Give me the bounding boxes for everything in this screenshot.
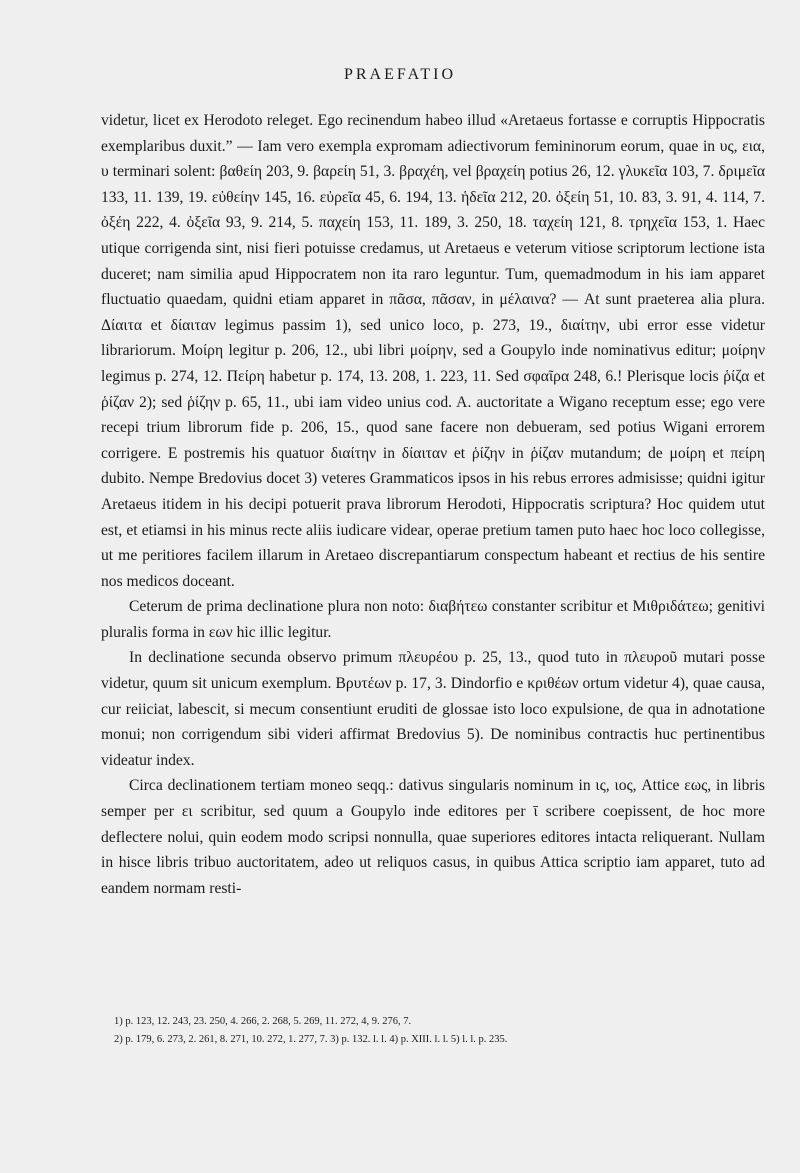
running-head: PRAEFATIO xyxy=(343,66,457,83)
paragraph-2: Ceterum de prima declinatione plura non noto: διαβήτεω constanter scribitur et Μιθριδάτεω; genitivi pluralis forma in εων hic illic legitur. xyxy=(101,598,765,641)
paragraph-1: videtur, licet ex Herodoto releget. Ego recinendum habeo illud «Aretaeus fortasse e corruptis Hippocratis exemplaribus duxit.” — Iam vero exempla expromam adiectivorum femininorum eorum, quae in υς, εια, υ terminari solent: βαθείη 203, 9. βαρείη 51, 3. βραχέη, vel βραχείη potius 26, 12. γλυκεῖα 103, 7. δριμεῖα 133, 11. 139, 19. εὐθείην 145, 16. εὐρεῖα 45, 6. 194, 13. ἡδεῖα 212, 20. ὀξείη 51, 10. 83, 3. 91, 4. 114, 7. ὀξέη 222, 4. ὀξεῖα 93, 9. 214, 5. παχείη 153, 11. 189, 3. 250, 18. ταχείη 121, 8. τρηχεῖα 153, 1. Haec utique corrigenda sint, nisi fieri potuisse credamus, ut Aretaeus e veterum vitiose scriptorum lectione ista duceret; nam similia apud Hippocratem non ita raro leguntur. Tum, quemadmodum in his iam apparet fluctuatio quaedam, quidni etiam apparet in πᾶσα, πᾶσαν, in μέλαινα? — At sunt praeterea alia plura. Δίαιτα et δίαιταν legimus passim 1), sed unico loco, p. 273, 19., διαίτην, ubi error esse videtur librariorum. Μοίρη legitur p. 206, 12., ubi libri μοίρην, sed a Goupylo inde nominativus editur; μοίρην legimus p. 274, 12. Πείρη habetur p. 174, 13. 208, 1. 223, 11. Sed σφαῖρα 248, 6.! Plerisque locis ῥίζα et ῥίζαν 2); sed ῥίζην p. 65, 11., ubi iam video unius cod. A. auctoritate a Wigano receptum esse; ego vere recepi trium librorum fide p. 206, 15., quod sane facere non debueram, sed potius Wigani errorem corrigere. E postremis his quatuor διαίτην in δίαιταν et ῥίζην in ῥίζαν mutandum; de μοίρη et πείρη dubito. Nempe Bredovius docet 3) veteres Grammaticos ipsos in his rebus errores admisisse; quidni igitur Aretaeus itidem in his decipi potuerit prava librorum Herodoti, Hippocratis scriptura? Hoc quidem utut est, et etiamsi in his minus recte aliis iudicare videar, operae pretium tamen puto haec hoc loco collegisse, ut me peritiores facilem illarum in Aretaeo discrepantiarum conspectum habeant et rectius de his sentire nos medicos doceant. xyxy=(101,112,765,590)
paragraph-4: Circa declinationem tertiam moneo seqq.: dativus singularis nominum in ις, ιος, Attice εως, in libris semper per ει scribitur, sed quum a Goupylo inde editores per ῑ scribere coepissent, de hoc more deflectere nolui, quin eodem modo scripsi nonnulla, quae superiores editores intacta reliquerant. Nullam in hisce libris tribuo auctoritatem, adeo ut reliquos casus, in quibus Attica scriptio iam apparet, tuto ad eandem normam resti- xyxy=(101,777,765,897)
paragraph-3: In declinatione secunda observo primum πλευρέου p. 25, 13., quod tuto in πλευροῦ mutari posse videtur, quum sit unicum exemplum. Βρυτέων p. 17, 3. Dindorfio e κριθέων ortum videtur 4), quae causa, cur reiiciat, labescit, si mecum consentiunt eruditi de glossae isto loco expulsione, de qua in adnotatione monui; non corrigendum sibi videri affirmat Bredovius 5). De nominibus contractis huc pertinentibus videatur index. xyxy=(101,649,765,769)
main-text xyxy=(101,108,765,901)
footnotes xyxy=(114,1013,766,1049)
footnote-line-1: 1) p. 123, 12. 243, 23. 250, 4. 266, 2. 268, 5. 269, 11. 272, 4, 9. 276, 7. xyxy=(114,1016,412,1027)
footnote-line-2: 2) p. 179, 6. 273, 2. 261, 8. 271, 10. 272, 1. 277, 7. 3) p. 132. l. l. 4) p. XIII. l. l. 5) l. l. p. 235. xyxy=(114,1034,508,1045)
